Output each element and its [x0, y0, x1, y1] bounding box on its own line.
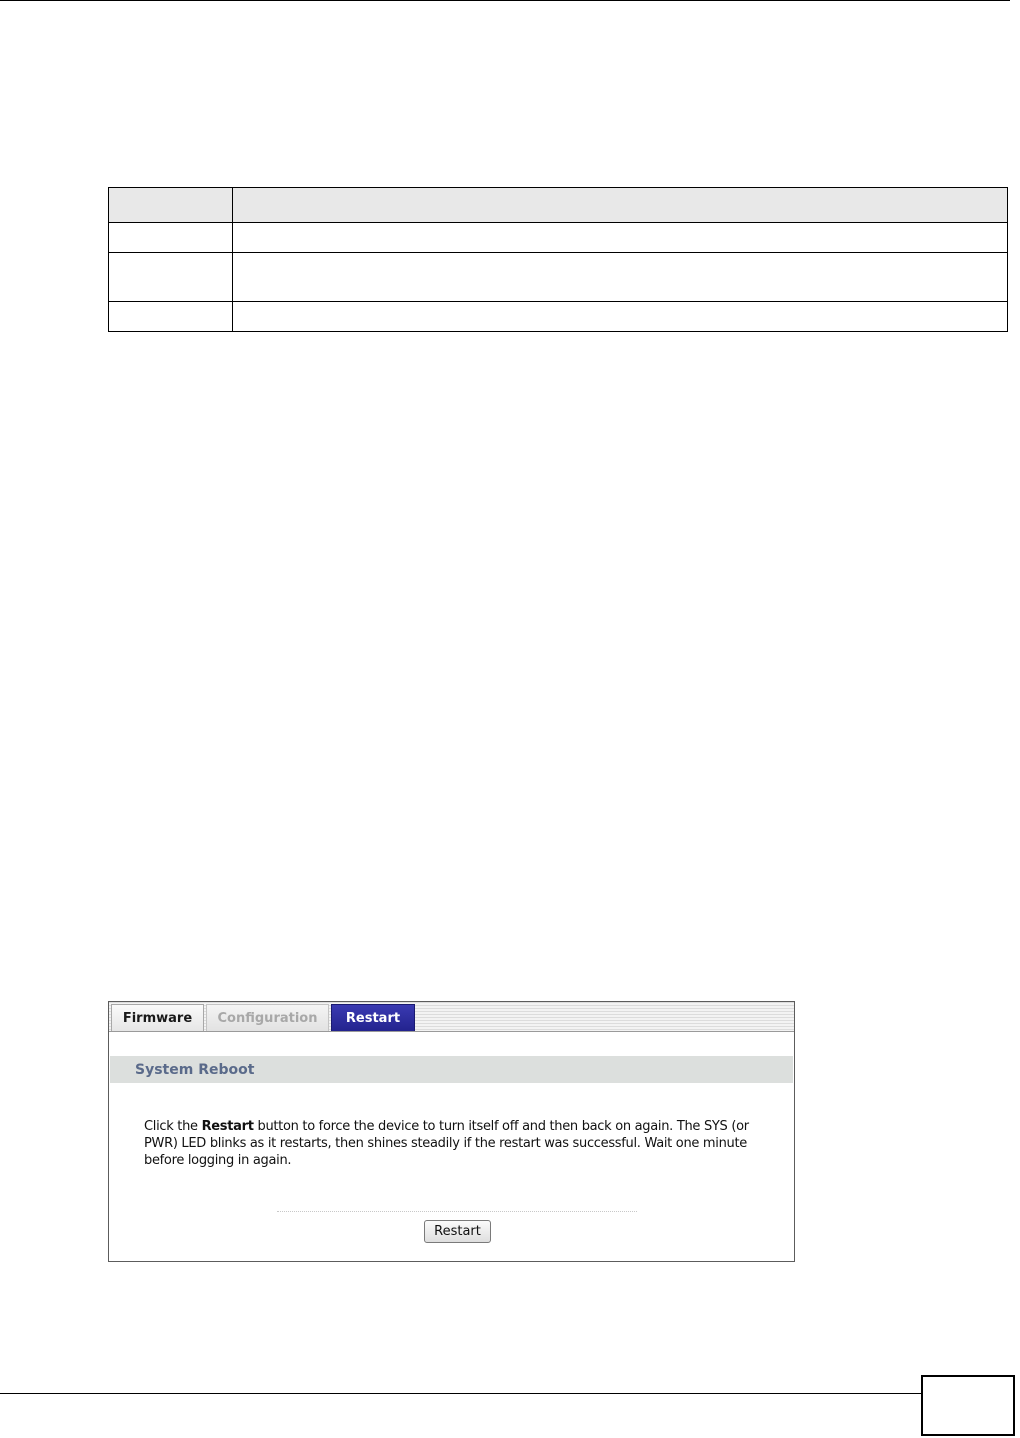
page-number-box — [921, 1375, 1015, 1436]
table-cell — [233, 188, 1008, 223]
tab-firmware[interactable]: Firmware — [111, 1004, 204, 1031]
table-row — [109, 302, 1008, 332]
table-cell — [233, 223, 1008, 253]
tab-configuration[interactable]: Configuration — [206, 1004, 329, 1031]
header-rule — [0, 0, 1010, 1]
table-cell — [233, 253, 1008, 302]
table-header-row — [109, 188, 1008, 223]
button-divider — [277, 1211, 637, 1212]
description-bold-restart: Restart — [201, 1119, 254, 1134]
table-cell — [109, 188, 233, 223]
document-table — [108, 187, 1008, 332]
tab-bar — [109, 1002, 794, 1032]
table-row — [109, 223, 1008, 253]
section-title: System Reboot — [135, 1061, 255, 1078]
table-cell — [109, 253, 233, 302]
table-cell — [109, 223, 233, 253]
description-suffix: button to force the device to turn itself off and then back on again. The SYS (or PWR) LED blinks as it restarts, then shines steadily if the restart was successful. Wait one minute before logging in again. — [144, 1119, 749, 1168]
table-row — [109, 253, 1008, 302]
tab-restart[interactable]: Restart — [331, 1004, 415, 1031]
footer-rule — [0, 1393, 921, 1394]
section-header — [110, 1056, 793, 1083]
table-cell — [233, 302, 1008, 332]
description-prefix: Click the — [144, 1119, 202, 1134]
restart-description — [144, 1118, 774, 1169]
table-cell — [109, 302, 233, 332]
maintenance-panel — [108, 1001, 795, 1262]
restart-button[interactable]: Restart — [424, 1220, 491, 1243]
